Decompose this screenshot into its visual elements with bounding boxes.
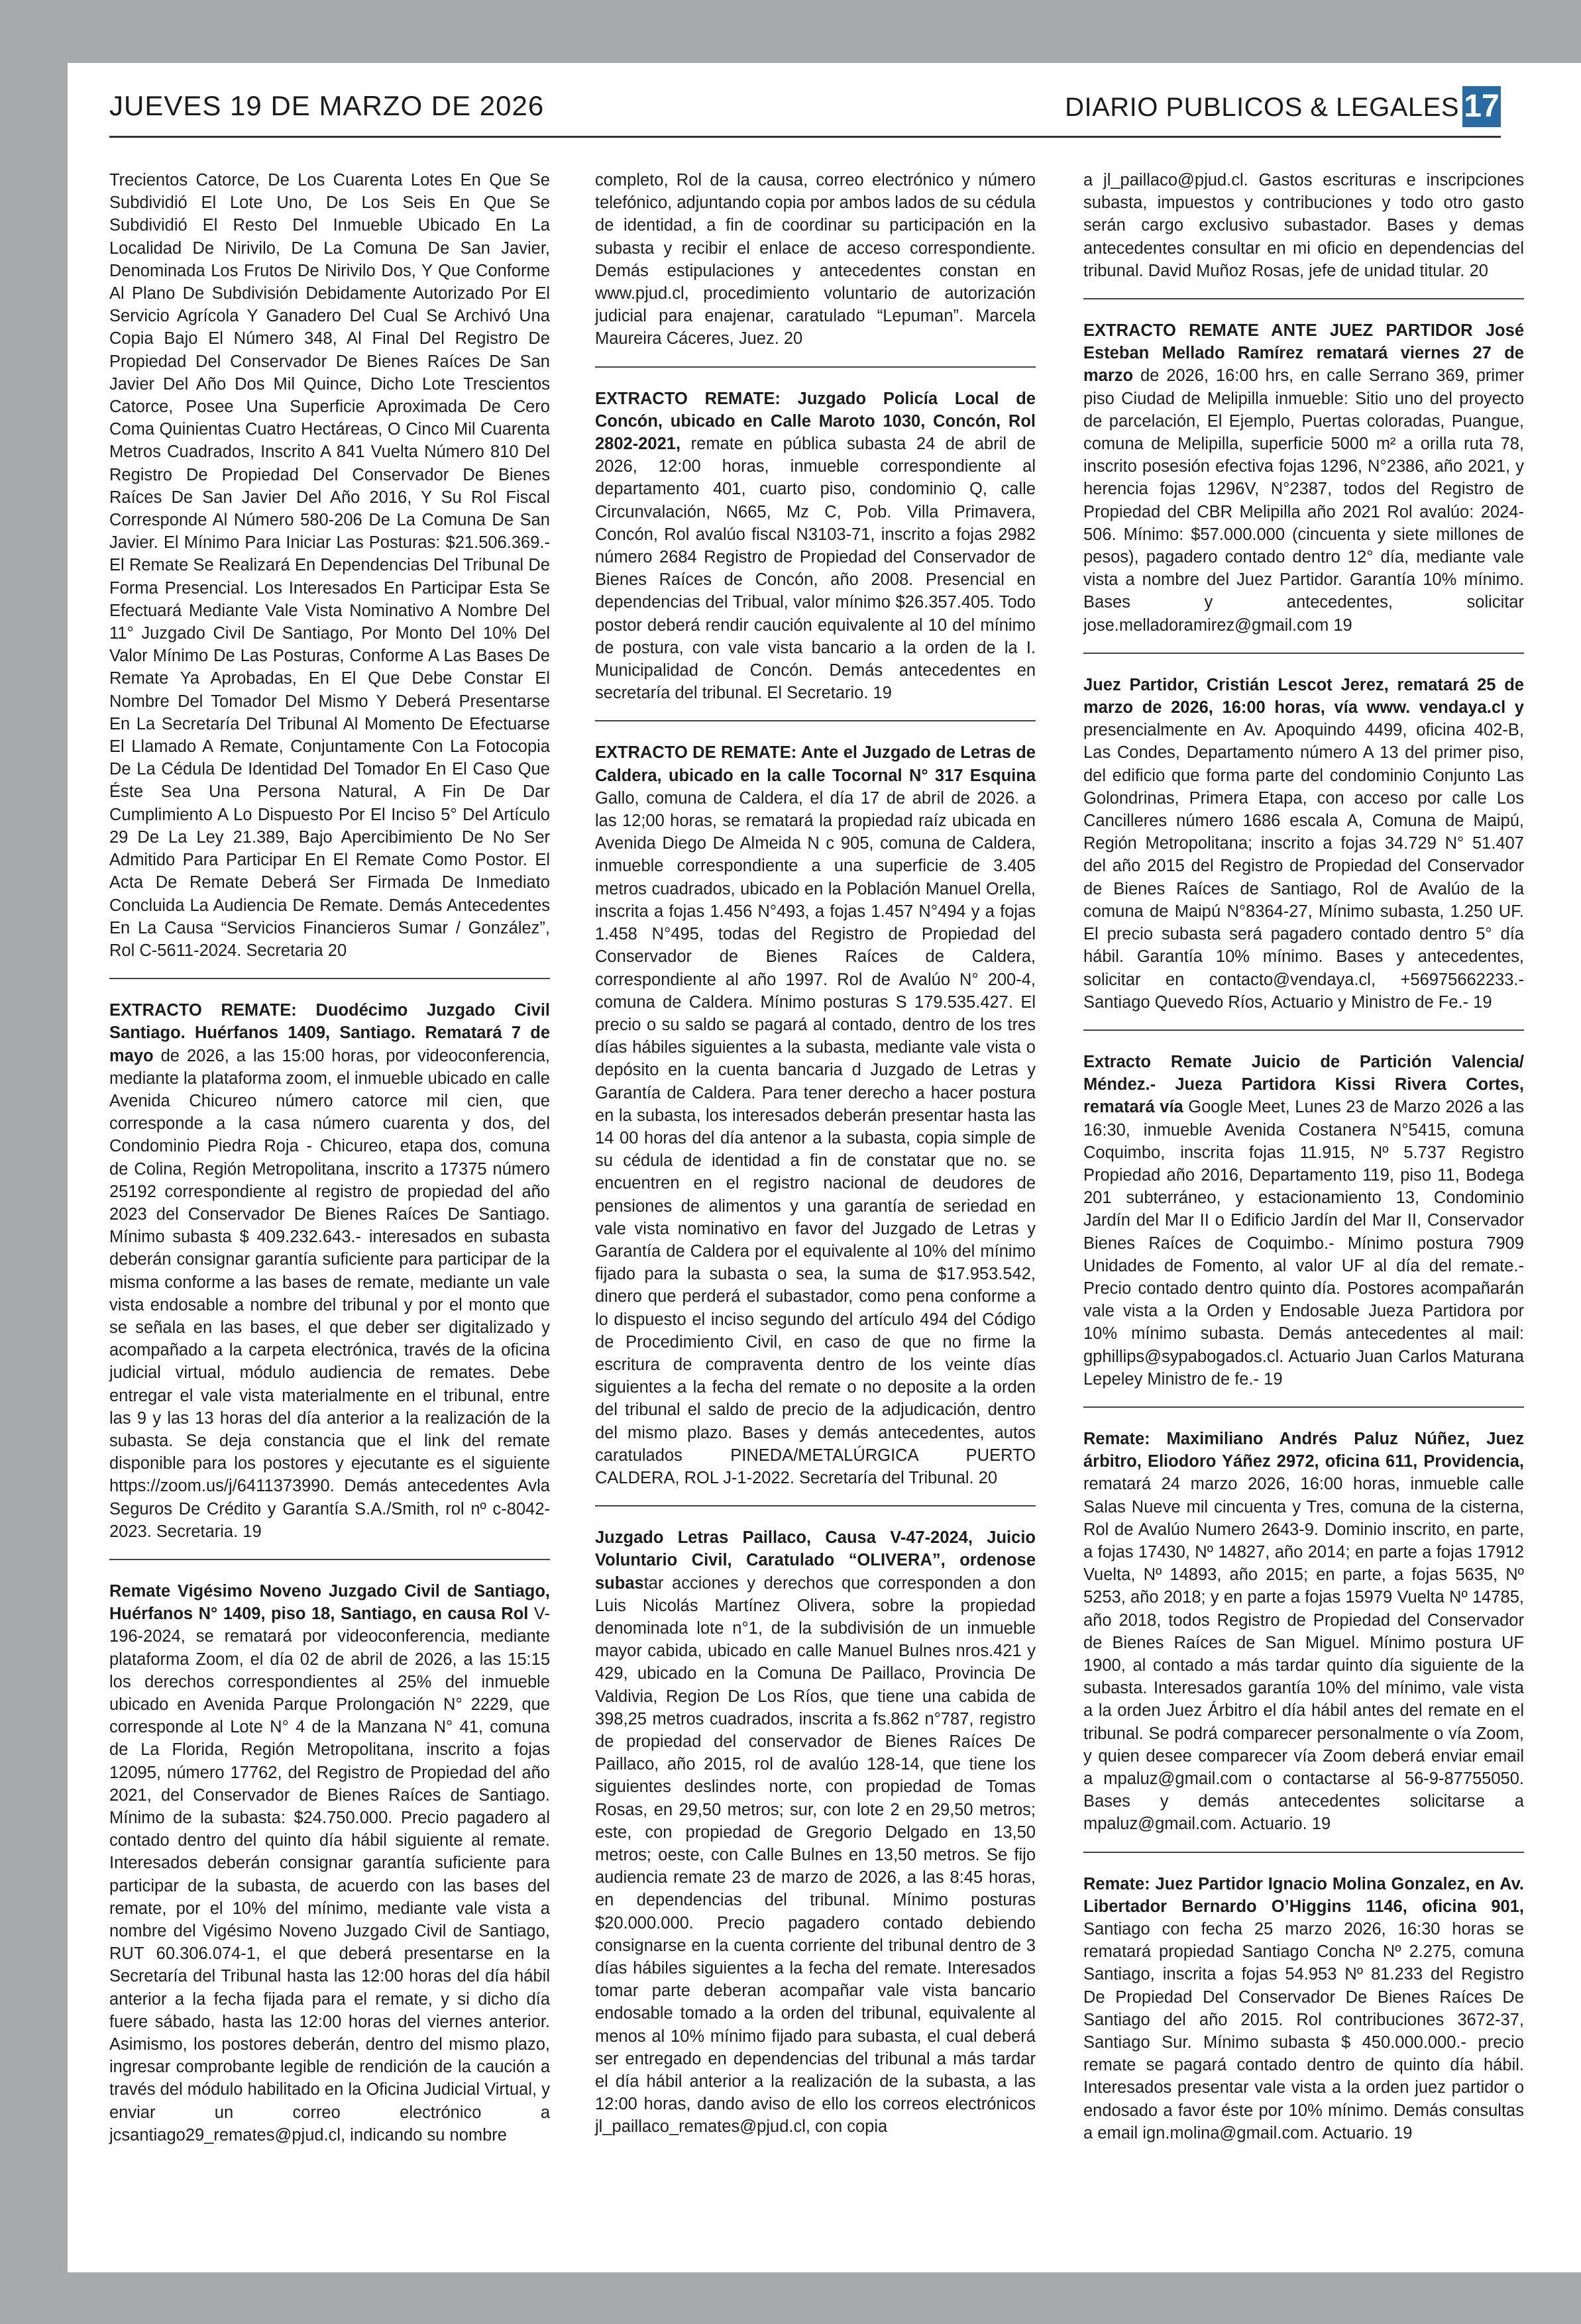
notice-body: tar acciones y derechos que corresponden a don Luis Nicolás Martínez Olivera, sobre la propiedad denominada lote n°1, de la subdivisión de un inmueble mayor cabida, ubicado en calle Manuel Bulnes nros.421 y 429, ubicado en la Comuna De Paillaco, Provincia De Valdivia, Region De Los Ríos, que tiene una cabida de 398,25 metros cuadrados, inscrita a fs.862 n°787, registro de propiedad del conservador de Bienes Raíces De Paillaco, año 2015, rol de avalúo 128-14, que tiene los siguientes deslindes norte, con propiedad de Tomas Rosas, en 29,50 metros; sur, con lote 2 en 29,50 metros; este, con propiedad de Gregorio Delgado en 13,50 metros; oeste, con Calle Bulnes en 13,50 metros. Se fijo audiencia remate 23 de marzo de 2026, a las 8:45 horas, en dependencias del tribunal. Mínimo posturas $20.000.000. Precio pagadero contado debiendo consignarse en la cuenta corriente del tribunal dentro de 3 días hábiles siguientes a la fecha del remate. Interesados tomar parte deberan acompañar vale vista bancario endosable tomado a la orden del tribunal, equivalente al menos al 10% mínimo fijado para subasta, el cual deberá ser entregado en dependencias del tribunal a más tardar el día hábil anterior a la realización de la subasta, a las 12:00 horas, dando aviso de ello los correos electrónicos jl_paillaco_remates@pjud.cl, con copia: [595, 1573, 1036, 2137]
legal-notice: [1083, 1428, 1524, 1853]
publication-name: DIARIO PUBLICOS & LEGALES: [1065, 93, 1459, 122]
column-1: [109, 169, 550, 2182]
legal-notice: [109, 999, 550, 1560]
legal-notice: [1083, 169, 1524, 299]
legal-notice: [1083, 1051, 1524, 1408]
notice-body: presencialmente en Av. Apoquindo 4499, oficina 402-B, Las Condes, Departamento número A 13 del primer piso, del edificio que forma parte del condominio Conjunto Las Golondrinas, Primera Etapa, con acceso por calle Los Cancilleres número 1686 escala A, Comuna de Maipú, Región Metropolitana; inscrito a fojas 34.729 N° 51.407 del año 2015 del Registro de Propiedad del Conservador de Bienes Raíces de Santiago, Rol de Avalúo de la comuna de Maipú N°8364-27, Mínimo subasta, 1.250 UF. El precio subasta será pagadero contado dentro 5° día hábil. Garantía 10% mínimo. Bases y antecedentes, solicitar en contacto@vendaya.cl, +56975662233.- Santiago Quevedo Ríos, Actuario y Ministro de Fe.- 19: [1083, 721, 1524, 1012]
notice-lead: EXTRACTO REMATE: Duodécimo Juzgado Civil Santiago. Huérfanos 1409, Santiago. Rematará 7 de mayo: [109, 1001, 550, 1065]
notice-body: de 2026, 16:00 hrs, en calle Serrano 369, primer piso Ciudad de Melipilla inmueble: Sitio uno del proyecto de parcelación, El Ejemplo, Puertas coloradas, Puangue, comuna de Melipilla, superficie 5000 m² a orilla ruta 78, inscrito posesión efectiva fojas 1296, N°2386, año 2021, y herencia fojas 1296V, N°2387, todos del Registro de Propiedad del CBR Melipilla año 2021 Rol avalúo: 2024-506. Mínimo: $57.000.000 (cincuenta y siete millones de pesos), pagadero contado dentro 12° día, mediante vale vista a nombre del Juez Partidor. Garantía 10% mínimo. Bases y antecedentes, solicitar jose.melladoramirez@gmail.com 19: [1083, 366, 1524, 635]
notice-body: Gallo, comuna de Caldera, el día 17 de abril de 2026. a las 12;00 horas, se rematará la propiedad raíz ubicada en Avenida Diego De Almeida N c 905, comuna de Caldera, inmueble correspondiente a una superficie de 3.405 metros cuadrados, ubicado en la Población Manuel Orella, inscrita a fojas 1.456 N°493, a fojas 1.457 N°494 y a fojas 1.458 N°495, todas del Registro de Propiedad del Conservador de Bienes Raíces de Caldera, correspondiente al año 1997. Rol de Avalúo N° 200-4, comuna de Caldera. Mínimo posturas S 179.535.427. El precio o su saldo se pagará al contado, dentro de los tres días hábiles siguientes a la subasta, mediante vale vista o depósito en la cuenta bancaria d Juzgado de Letras y Garantía de Caldera. Para tener derecho a hacer postura en la subasta, los interesados deberán presentar hasta las 14 00 horas del día antenor a la subasta, copia simple de su cédula de identidad a fin de constatar que no. se encuentren en el registro nacional de deudores de pensiones de alimentos y una garantía de seriedad en vale vista nominativo en favor del Juzgado de Letras y Garantía de Caldera por el equivalente al 10% del mínimo fijado para la subasta o sea, la suma de $17.953.542, dinero que perderá el subastador, como pena conforme a lo dispuesto el inciso segundo del artículo 494 del Código de Procedimiento Civil, en caso de que no firme la escritura de compraventa dentro de los veinte días siguientes a la fecha del remate o no deposite a la orden del tribunal el saldo de precio de la adjudicación, dentro del mismo plazo. Bases y demás antecedentes, autos caratulados PINEDA/METALÚRGICA PUERTO CALDERA, ROL J-1-2022. Secretaría del Tribunal. 20: [595, 788, 1036, 1487]
notice-lead: Extracto Remate Juicio de Partición Valencia/ Méndez.- Jueza Partidora Kissi Rivera Cortes, rematará vía: [1083, 1052, 1524, 1117]
notice-lead: Remate: Maximiliano Andrés Paluz Núñez, Juez árbitro, Eliodoro Yáñez 2972, oficina 611, Providencia,: [1083, 1429, 1524, 1471]
page-number: 17: [1462, 86, 1501, 127]
notice-lead: EXTRACTO REMATE ANTE JUEZ PARTIDOR José Esteban Mellado Ramírez rematará viernes 27 de marzo: [1083, 321, 1524, 386]
notice-body: a jl_paillaco@pjud.cl. Gastos escrituras e inscripciones subasta, impuestos y contribuciones y todo otro gasto serán cargo exclusivo subastador. Bases y demas antecedentes consultar en mi oficio en dependencias del tribunal. David Muñoz Rosas, jefe de unidad titular. 20: [1083, 171, 1524, 280]
notice-body: Santiago con fecha 25 marzo 2026, 16:30 horas se rematará propiedad Santiago Concha Nº 2.275, comuna Santiago, inscrita a fojas 54.953 Nº 81.233 del Registro De Propiedad Del Conservador De Bienes Raíces De Santiago del año 2015. Rol contribuciones 3672-37, Santiago Sur. Mínimo subasta $ 450.000.000.- precio remate se pagará contado dentro de quinto día hábil. Interesados presentar vale vista a la orden juez partidor o endosado a favor éste por 10% mínimo. Demás consultas a email ign.molina@gmail.com. Actuario. 19: [1083, 1920, 1524, 2142]
notice-lead: Juzgado Letras Paillaco, Causa V-47-2024, Juicio Voluntario Civil, Caratulado “OLIVERA”, ordenose subas: [595, 1528, 1036, 1593]
notice-body: rematará 24 marzo 2026, 16:00 horas, inmueble calle Salas Nueve mil cincuenta y Tres, comuna de la cisterna, Rol de Avalúo Numero 2643-9. Dominio inscrito, en parte, a fojas 17430, Nº 14827, año 2014; en parte a fojas 17912 Vuelta, Nº 14893, año 2015; en parte, a fojas 5635, Nº 5253, año 2018; y en parte a fojas 15979 Vuelta Nº 14785, año 2018, todos Registro de Propiedad del Conservador de Bienes Raíces de San Miguel. Mínimo postura UF 1900, al contado a más tardar quinto día siguiente de la subasta. Interesados garantía 10% del mínimo, vale vista a la orden Juez Árbitro el día hábil antes del remate en el tribunal. Se podrá comparecer personalmente o vía Zoom, y quien desee comparecer vía Zoom deberá enviar email a mpaluz@gmail.com o contactarse al 56-9-87755050. Bases y demás antecedentes solicitarse a mpaluz@gmail.com. Actuario. 19: [1083, 1475, 1524, 1834]
legal-notice: [109, 169, 550, 979]
notice-body: remate en pública subasta 24 de abril de 2026, 12:00 horas, inmueble correspondiente al departamento 401, cuarto piso, condominio Q, calle Circunvalación, N665, Mz C, Pob. Villa Primavera, Concón, Rol avalúo fiscal N3103-71, inscrito a fojas 2982 número 2684 Registro de Propiedad del Conservador de Bienes Raíces de Concón, año 2008. Presencial en dependencias del Tribual, valor mínimo $26.357.405. Todo postor deberá rendir caución equivalente al 10 del mínimo de postura, con vale vista bancario a la orden de la I. Municipalidad de Concón. Demás antecedentes en secretaría del tribunal. El Secretario. 19: [595, 435, 1036, 703]
notice-body: de 2026, a las 15:00 horas, por videoconferencia, mediante la plataforma zoom, el inmueble ubicado en calle Avenida Chicureo número catorce mil cien, que corresponde a la casa número cuarenta y dos, del Condominio Piedra Roja - Chicureo, etapa dos, comuna de Colina, Región Metropolitana, inscrito a 17375 número 25192 correspondiente al registro de propiedad del año 2023 del Conservador De Bienes Raíces De Santiago. Mínimo subasta $ 409.232.643.- interesados en subasta deberán consignar garantía suficiente para participar de la misma conforme a las bases de remate, mediante un vale vista endosable a nombre del tribunal y por el monto que se señala en las bases, el que deber ser digitalizado y acompañado a la carpeta electrónica, través de la oficina judicial virtual, módulo audiencia de remates. Debe entregar el vale vista materialmente en el tribunal, entre las 9 y las 13 horas del día anterior a la realización de la subasta. Se deja constancia que el link del remate disponible para los postores y ejecutante es el siguiente https://zoom.us/j/6411373990. Demás antecedentes Avla Seguros De Crédito y Garantía S.A./Smith, rol nº c-8042-2023. Secretaria. 19: [109, 1046, 550, 1541]
legal-notice: [109, 1580, 550, 2162]
legal-notice: [595, 388, 1036, 722]
issue-date: JUEVES 19 DE MARZO DE 2026: [109, 90, 545, 121]
legal-notice: [1083, 319, 1524, 654]
legal-notice: [1083, 1873, 1524, 2160]
notice-body: Trecientos Catorce, De Los Cuarenta Lotes En Que Se Subdividió El Lote Uno, De Los Seis En Que Se Subdividió El Resto Del Inmueble Ubicado En La Localidad De Nirivilo, De La Comuna De San Javier, Denominada Los Frutos De Nirivilo Dos, Y Que Conforme Al Plano De Subdivisión Debidamente Autorizado Por El Servicio Agrícola Y Ganadero Del Cual Se Archivó Una Copia Bajo El Número 348, Al Final Del Registro De Propiedad Del Conservador De Bienes Raíces De San Javier Del Año Dos Mil Quince, Dicho Lote Trescientos Catorce, Posee Una Superficie Aproximada De Cero Coma Quinientas Cuatro Hectáreas, O Cinco Mil Cuarenta Metros Cuadrados, Inscrito A 841 Vuelta Número 810 Del Registro De Propiedad Del Conservador De Bienes Raíces De San Javier Del Año 2016, Y Su Rol Fiscal Corresponde Al Número 580-206 De La Comuna De San Javier. El Mínimo Para Iniciar Las Posturas: $21.506.369.- El Remate Se Realizará En Dependencias Del Tribunal De Forma Presencial. Los Interesados En Participar Esta Se Efectuará Mediante Vale Vista Nominativo A Nombre Del 11° Juzgado Civil De Santiago, Por Monto Del 10% Del Valor Mínimo De Las Posturas, Conforme A Las Bases De Remate Ya Aprobadas, En El Que Debe Constar El Nombre Del Tomador Del Mismo Y Deberá Presentarse En La Secretaría Del Tribunal Al Momento De Efectuarse El Llamado A Remate, Conjuntamente Con La Fotocopia De La Cédula De Identidad Del Tomador En El Caso Que Éste Sea Una Persona Natural, A Fin De Dar Cumplimiento A Lo Dispuesto Por El Inciso 5° Del Artículo 29 De La Ley 21.389, Bajo Apercibimiento De No Ser Admitido Para Participar En El Remate Como Postor. El Acta De Remate Deberá Ser Firmada De Inmediato Concluida La Audiencia De Remate. Demás Antecedentes En La Causa “Servicios Financieros Sumar / González”, Rol C-5611-2024. Secretaria 20: [109, 171, 550, 960]
column-3: [1083, 169, 1524, 2180]
legal-notice: [1083, 674, 1524, 1031]
notice-lead: Remate: Juez Partidor Ignacio Molina Gonzalez, en Av. Libertador Bernardo O’Higgins 1146, oficina 901,: [1083, 1874, 1524, 1916]
page-header: [109, 86, 1501, 132]
column-2: [595, 169, 1036, 2174]
notice-lead: Juez Partidor, Cristián Lescot Jerez, rematará 25 de marzo de 2026, 16:00 horas, vía www. vendaya.cl y: [1083, 675, 1524, 717]
notice-body: V-196-2024, se rematará por videoconferencia, mediante plataforma Zoom, el día 02 de abril de 2026, a las 15:15 los derechos correspondientes al 25% del inmueble ubicado en Avenida Parque Prolongación N° 2229, que corresponde al Lote N° 4 de la Manzana N° 41, comuna de La Florida, Región Metropolitana, inscrito a fojas 12095, número 17762, del Registro de Propiedad del año 2021, del Conservador de Bienes Raíces de Santiago. Mínimo de la subasta: $24.750.000. Precio pagadero al contado dentro del quinto día hábil siguiente al remate. Interesados deberán consignar garantía suficiente para participar de la subasta, de acuerdo con las bases del remate, por el 10% del mínimo, mediante vale vista a nombre del Vigésimo Noveno Juzgado Civil de Santiago, RUT 60.306.074-1, el que deberá presentarse en la Secretaría del Tribunal hasta las 12:00 horas del día hábil anterior a la fecha fijada para el remate, y si dicho día fuere sábado, hasta las 12:00 horas del viernes anterior. Asimismo, los postores deberán, dentro del mismo plazo, ingresar comprobante legible de rendición de la caución a través del módulo habilitado en la Oficina Judicial Virtual, y enviar un correo electrónico a jcsantiago29_remates@pjud.cl, indicando su nombre: [109, 1605, 550, 2144]
notice-body: completo, Rol de la causa, correo electrónico y número telefónico, adjuntando copia por ambos lados de su cédula de identidad, a fin de coordinar su participación en la subasta y recibir el enlace de acceso correspondiente. Demás estipulaciones y antecedentes constan en www.pjud.cl, procedimiento voluntario de autorización judicial para enajenar, caratulado “Lepuman”. Marcela Maureira Cáceres, Juez. 20: [595, 171, 1036, 348]
notice-lead: EXTRACTO REMATE: Juzgado Policía Local de Concón, ubicado en Calle Maroto 1030, Concón, Rol 2802-2021,: [595, 389, 1036, 454]
legal-notice: [595, 741, 1036, 1506]
notice-lead: EXTRACTO DE REMATE: Ante el Juzgado de Letras de Caldera, ubicado en la calle Tocornal N° 317 Esquina: [595, 743, 1036, 785]
header-rule: [109, 136, 1501, 138]
legal-notice: [595, 1526, 1036, 2154]
notice-body: Google Meet, Lunes 23 de Marzo 2026 a las 16:30, inmueble Avenida Costanera N°5415, comuna Coquimbo, inscrita fojas 11.915, Nº 5.737 Registro Propiedad año 2016, Departamento 119, piso 11, Bodega 201 subterráneo, y estacionamiento 13, Condominio Jardín del Mar II o Edificio Jardín del Mar II, Conservador Bienes Raíces de Coquimbo.- Mínimo postura 7909 Unidades de Fomento, al valor UF al día del remate.- Precio contado dentro quinto día. Postores acompañarán vale vista a la Orden y Endosable Jueza Partidora por 10% mínimo subasta. Demás antecedentes al mail: gphillips@sypabogados.cl. Actuario Juan Carlos Maturana Lepeley Ministro de fe.- 19: [1083, 1098, 1524, 1389]
legal-notice: [595, 169, 1036, 368]
notice-lead: Remate Vigésimo Noveno Juzgado Civil de Santiago, Huérfanos N° 1409, piso 18, Santiago, en causa Rol: [109, 1581, 550, 1624]
